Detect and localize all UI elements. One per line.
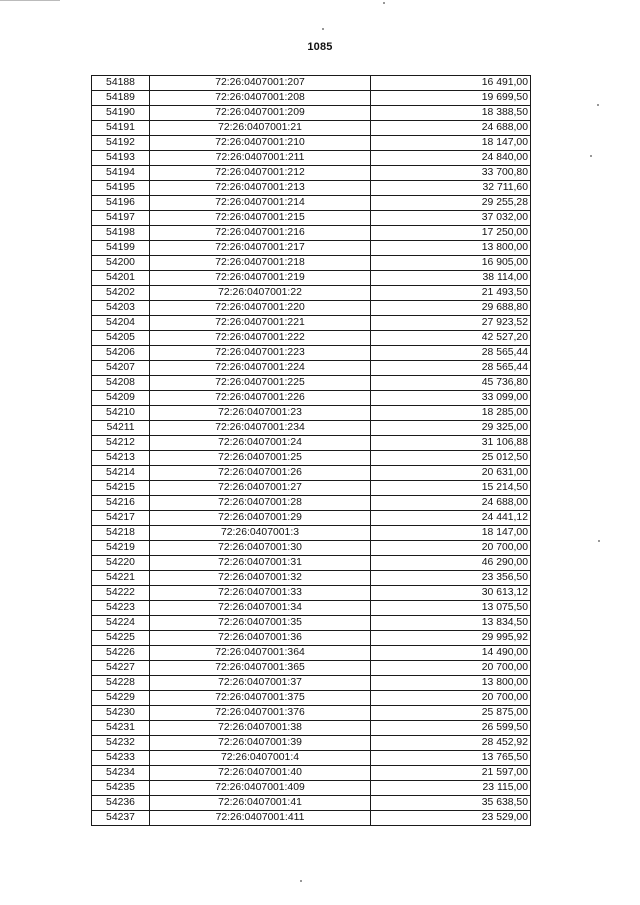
table-row	[92, 76, 531, 91]
row-id-cell: 54213	[92, 451, 150, 466]
row-id-cell: 54201	[92, 271, 150, 286]
table-row	[92, 151, 531, 166]
table-row	[92, 286, 531, 301]
table-row	[92, 106, 531, 121]
row-id-cell: 54193	[92, 151, 150, 166]
cadastral-number-cell: 72:26:0407001:211	[150, 151, 371, 166]
amount-cell: 23 115,00	[371, 781, 531, 796]
table-row	[92, 601, 531, 616]
table-row	[92, 661, 531, 676]
table-row	[92, 736, 531, 751]
row-id-cell: 54194	[92, 166, 150, 181]
amount-cell: 30 613,12	[371, 586, 531, 601]
table-row	[92, 556, 531, 571]
cadastral-number-cell: 72:26:0407001:208	[150, 91, 371, 106]
row-id-cell: 54188	[92, 76, 150, 91]
table-row	[92, 166, 531, 181]
row-id-cell: 54211	[92, 421, 150, 436]
row-id-cell: 54231	[92, 721, 150, 736]
cadastral-number-cell: 72:26:0407001:27	[150, 481, 371, 496]
cadastral-number-cell: 72:26:0407001:224	[150, 361, 371, 376]
parcel-table-body	[92, 76, 531, 826]
table-row	[92, 391, 531, 406]
cadastral-number-cell: 72:26:0407001:32	[150, 571, 371, 586]
amount-cell: 42 527,20	[371, 331, 531, 346]
cadastral-number-cell: 72:26:0407001:33	[150, 586, 371, 601]
table-row	[92, 616, 531, 631]
row-id-cell: 54234	[92, 766, 150, 781]
amount-cell: 28 452,92	[371, 736, 531, 751]
cadastral-number-cell: 72:26:0407001:23	[150, 406, 371, 421]
parcel-table	[91, 75, 531, 826]
table-row	[92, 211, 531, 226]
table-row	[92, 421, 531, 436]
row-id-cell: 54191	[92, 121, 150, 136]
amount-cell: 29 325,00	[371, 421, 531, 436]
cadastral-number-cell: 72:26:0407001:22	[150, 286, 371, 301]
table-row	[92, 301, 531, 316]
table-row	[92, 541, 531, 556]
row-id-cell: 54237	[92, 811, 150, 826]
row-id-cell: 54199	[92, 241, 150, 256]
amount-cell: 25 875,00	[371, 706, 531, 721]
cadastral-number-cell: 72:26:0407001:213	[150, 181, 371, 196]
amount-cell: 13 800,00	[371, 676, 531, 691]
row-id-cell: 54196	[92, 196, 150, 211]
amount-cell: 26 599,50	[371, 721, 531, 736]
table-row	[92, 751, 531, 766]
table-row	[92, 226, 531, 241]
table-row	[92, 406, 531, 421]
amount-cell: 29 995,92	[371, 631, 531, 646]
cadastral-number-cell: 72:26:0407001:38	[150, 721, 371, 736]
table-row	[92, 706, 531, 721]
amount-cell: 25 012,50	[371, 451, 531, 466]
row-id-cell: 54229	[92, 691, 150, 706]
amount-cell: 20 700,00	[371, 541, 531, 556]
table-row	[92, 256, 531, 271]
amount-cell: 24 688,00	[371, 121, 531, 136]
amount-cell: 14 490,00	[371, 646, 531, 661]
table-row	[92, 781, 531, 796]
row-id-cell: 54207	[92, 361, 150, 376]
table-row	[92, 676, 531, 691]
row-id-cell: 54230	[92, 706, 150, 721]
cadastral-number-cell: 72:26:0407001:29	[150, 511, 371, 526]
amount-cell: 20 700,00	[371, 691, 531, 706]
row-id-cell: 54217	[92, 511, 150, 526]
table-row	[92, 646, 531, 661]
table-row	[92, 691, 531, 706]
cadastral-number-cell: 72:26:0407001:214	[150, 196, 371, 211]
row-id-cell: 54190	[92, 106, 150, 121]
table-row	[92, 121, 531, 136]
row-id-cell: 54223	[92, 601, 150, 616]
table-row	[92, 796, 531, 811]
cadastral-number-cell: 72:26:0407001:25	[150, 451, 371, 466]
row-id-cell: 54228	[92, 676, 150, 691]
cadastral-number-cell: 72:26:0407001:223	[150, 346, 371, 361]
amount-cell: 33 099,00	[371, 391, 531, 406]
row-id-cell: 54215	[92, 481, 150, 496]
cadastral-number-cell: 72:26:0407001:225	[150, 376, 371, 391]
cadastral-number-cell: 72:26:0407001:210	[150, 136, 371, 151]
amount-cell: 37 032,00	[371, 211, 531, 226]
amount-cell: 24 441,12	[371, 511, 531, 526]
cadastral-number-cell: 72:26:0407001:364	[150, 646, 371, 661]
cadastral-number-cell: 72:26:0407001:219	[150, 271, 371, 286]
cadastral-number-cell: 72:26:0407001:26	[150, 466, 371, 481]
scan-speck	[322, 28, 324, 30]
amount-cell: 13 075,50	[371, 601, 531, 616]
cadastral-number-cell: 72:26:0407001:24	[150, 436, 371, 451]
cadastral-number-cell: 72:26:0407001:37	[150, 676, 371, 691]
amount-cell: 45 736,80	[371, 376, 531, 391]
cadastral-number-cell: 72:26:0407001:36	[150, 631, 371, 646]
row-id-cell: 54206	[92, 346, 150, 361]
scan-speck	[598, 540, 600, 542]
scan-speck	[597, 104, 599, 106]
row-id-cell: 54205	[92, 331, 150, 346]
row-id-cell: 54218	[92, 526, 150, 541]
cadastral-number-cell: 72:26:0407001:217	[150, 241, 371, 256]
amount-cell: 15 214,50	[371, 481, 531, 496]
cadastral-number-cell: 72:26:0407001:31	[150, 556, 371, 571]
table-row	[92, 481, 531, 496]
row-id-cell: 54214	[92, 466, 150, 481]
amount-cell: 23 356,50	[371, 571, 531, 586]
scan-speck	[383, 2, 385, 4]
row-id-cell: 54216	[92, 496, 150, 511]
table-row	[92, 466, 531, 481]
cadastral-number-cell: 72:26:0407001:221	[150, 316, 371, 331]
row-id-cell: 54192	[92, 136, 150, 151]
cadastral-number-cell: 72:26:0407001:220	[150, 301, 371, 316]
table-row	[92, 361, 531, 376]
row-id-cell: 54219	[92, 541, 150, 556]
row-id-cell: 54208	[92, 376, 150, 391]
cadastral-number-cell: 72:26:0407001:409	[150, 781, 371, 796]
row-id-cell: 54195	[92, 181, 150, 196]
cadastral-number-cell: 72:26:0407001:365	[150, 661, 371, 676]
table-row	[92, 376, 531, 391]
table-row	[92, 331, 531, 346]
cadastral-number-cell: 72:26:0407001:30	[150, 541, 371, 556]
amount-cell: 31 106,88	[371, 436, 531, 451]
table-row	[92, 181, 531, 196]
table-row	[92, 586, 531, 601]
amount-cell: 33 700,80	[371, 166, 531, 181]
amount-cell: 18 285,00	[371, 406, 531, 421]
amount-cell: 18 388,50	[371, 106, 531, 121]
cadastral-number-cell: 72:26:0407001:218	[150, 256, 371, 271]
cadastral-number-cell: 72:26:0407001:4	[150, 751, 371, 766]
cadastral-number-cell: 72:26:0407001:234	[150, 421, 371, 436]
row-id-cell: 54212	[92, 436, 150, 451]
table-row	[92, 511, 531, 526]
amount-cell: 28 565,44	[371, 346, 531, 361]
cadastral-number-cell: 72:26:0407001:216	[150, 226, 371, 241]
row-id-cell: 54224	[92, 616, 150, 631]
cadastral-number-cell: 72:26:0407001:28	[150, 496, 371, 511]
amount-cell: 28 565,44	[371, 361, 531, 376]
cadastral-number-cell: 72:26:0407001:35	[150, 616, 371, 631]
row-id-cell: 54204	[92, 316, 150, 331]
amount-cell: 13 834,50	[371, 616, 531, 631]
row-id-cell: 54220	[92, 556, 150, 571]
table-row	[92, 571, 531, 586]
table-row	[92, 436, 531, 451]
cadastral-number-cell: 72:26:0407001:34	[150, 601, 371, 616]
row-id-cell: 54233	[92, 751, 150, 766]
scan-speck	[300, 880, 302, 882]
table-row	[92, 196, 531, 211]
cadastral-number-cell: 72:26:0407001:209	[150, 106, 371, 121]
scan-speck	[590, 155, 592, 157]
table-row	[92, 316, 531, 331]
amount-cell: 24 840,00	[371, 151, 531, 166]
row-id-cell: 54226	[92, 646, 150, 661]
amount-cell: 20 700,00	[371, 661, 531, 676]
table-row	[92, 241, 531, 256]
cadastral-number-cell: 72:26:0407001:411	[150, 811, 371, 826]
amount-cell: 16 905,00	[371, 256, 531, 271]
row-id-cell: 54200	[92, 256, 150, 271]
row-id-cell: 54209	[92, 391, 150, 406]
row-id-cell: 54227	[92, 661, 150, 676]
amount-cell: 18 147,00	[371, 526, 531, 541]
page-number: 1085	[307, 41, 333, 53]
amount-cell: 18 147,00	[371, 136, 531, 151]
table-row	[92, 346, 531, 361]
scan-edge-line	[0, 0, 60, 1]
amount-cell: 38 114,00	[371, 271, 531, 286]
table-row	[92, 451, 531, 466]
cadastral-number-cell: 72:26:0407001:41	[150, 796, 371, 811]
amount-cell: 21 493,50	[371, 286, 531, 301]
amount-cell: 20 631,00	[371, 466, 531, 481]
cadastral-number-cell: 72:26:0407001:40	[150, 766, 371, 781]
amount-cell: 27 923,52	[371, 316, 531, 331]
amount-cell: 32 711,60	[371, 181, 531, 196]
amount-cell: 13 765,50	[371, 751, 531, 766]
row-id-cell: 54235	[92, 781, 150, 796]
cadastral-number-cell: 72:26:0407001:215	[150, 211, 371, 226]
row-id-cell: 54221	[92, 571, 150, 586]
amount-cell: 19 699,50	[371, 91, 531, 106]
amount-cell: 17 250,00	[371, 226, 531, 241]
amount-cell: 35 638,50	[371, 796, 531, 811]
table-row	[92, 766, 531, 781]
cadastral-number-cell: 72:26:0407001:3	[150, 526, 371, 541]
cadastral-number-cell: 72:26:0407001:375	[150, 691, 371, 706]
amount-cell: 23 529,00	[371, 811, 531, 826]
row-id-cell: 54210	[92, 406, 150, 421]
cadastral-number-cell: 72:26:0407001:226	[150, 391, 371, 406]
row-id-cell: 54197	[92, 211, 150, 226]
amount-cell: 16 491,00	[371, 76, 531, 91]
cadastral-number-cell: 72:26:0407001:222	[150, 331, 371, 346]
cadastral-number-cell: 72:26:0407001:21	[150, 121, 371, 136]
row-id-cell: 54225	[92, 631, 150, 646]
table-row	[92, 91, 531, 106]
row-id-cell: 54232	[92, 736, 150, 751]
table-row	[92, 496, 531, 511]
table-row	[92, 526, 531, 541]
row-id-cell: 54189	[92, 91, 150, 106]
table-row	[92, 136, 531, 151]
row-id-cell: 54222	[92, 586, 150, 601]
cadastral-number-cell: 72:26:0407001:376	[150, 706, 371, 721]
cadastral-number-cell: 72:26:0407001:207	[150, 76, 371, 91]
amount-cell: 21 597,00	[371, 766, 531, 781]
amount-cell: 29 688,80	[371, 301, 531, 316]
row-id-cell: 54202	[92, 286, 150, 301]
amount-cell: 46 290,00	[371, 556, 531, 571]
row-id-cell: 54198	[92, 226, 150, 241]
cadastral-number-cell: 72:26:0407001:39	[150, 736, 371, 751]
cadastral-number-cell: 72:26:0407001:212	[150, 166, 371, 181]
table-row	[92, 811, 531, 826]
table-row	[92, 271, 531, 286]
row-id-cell: 54236	[92, 796, 150, 811]
amount-cell: 24 688,00	[371, 496, 531, 511]
amount-cell: 29 255,28	[371, 196, 531, 211]
amount-cell: 13 800,00	[371, 241, 531, 256]
table-row	[92, 721, 531, 736]
row-id-cell: 54203	[92, 301, 150, 316]
table-row	[92, 631, 531, 646]
